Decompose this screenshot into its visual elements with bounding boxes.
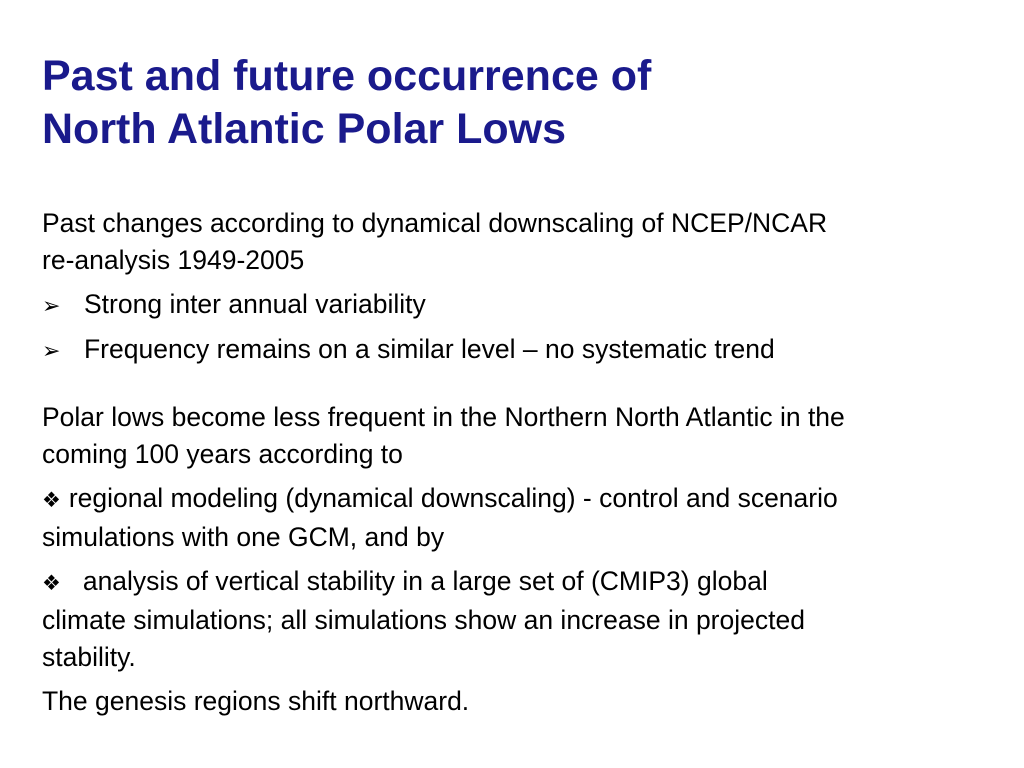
closing-statement: The genesis regions shift northward. <box>42 686 470 716</box>
future-line-2: coming 100 years according to <box>42 439 403 469</box>
slide-title-line-1: Past and future occurrence of <box>42 52 652 100</box>
intro-paragraph <box>42 205 1007 279</box>
intro-line-2: re-analysis 1949-2005 <box>42 245 305 275</box>
future-line-1: Polar lows become less frequent in the Northern North Atlantic in the <box>42 402 845 432</box>
diamond-bullet-text-line-2: simulations with one GCM, and by <box>42 522 445 552</box>
arrow-bullet-icon: ➢ <box>42 293 61 318</box>
arrow-bullet-item <box>42 286 1007 324</box>
diamond-bullet-text-line-1: analysis of vertical stability in a large set of (CMIP3) global <box>82 566 768 596</box>
diamond-bullet-text-line-2: climate simulations; all simulations show an increase in projected <box>42 605 805 635</box>
slide-title-line-2: North Atlantic Polar Lows <box>42 105 566 153</box>
diamond-bullet-item <box>42 563 1007 676</box>
slide-title <box>42 50 1002 156</box>
diamond-bullet-text-line-3: stability. <box>42 642 136 672</box>
diamond-bullet-icon: ❖ <box>42 489 61 512</box>
arrow-bullet-text: Frequency remains on a similar level – no systematic trend <box>84 334 775 364</box>
diamond-bullet-item <box>42 480 1007 556</box>
diamond-bullet-icon: ❖ <box>42 572 61 595</box>
diamond-bullet-text-line-1: regional modeling (dynamical downscaling) - control and scenario <box>68 483 838 513</box>
arrow-bullet-text: Strong inter annual variability <box>84 289 426 319</box>
intro-line-1: Past changes according to dynamical downscaling of NCEP/NCAR <box>42 208 828 238</box>
arrow-bullet-item <box>42 331 1007 369</box>
arrow-bullet-icon: ➢ <box>42 338 61 363</box>
future-paragraph <box>42 399 1007 473</box>
slide-body <box>42 205 1007 720</box>
